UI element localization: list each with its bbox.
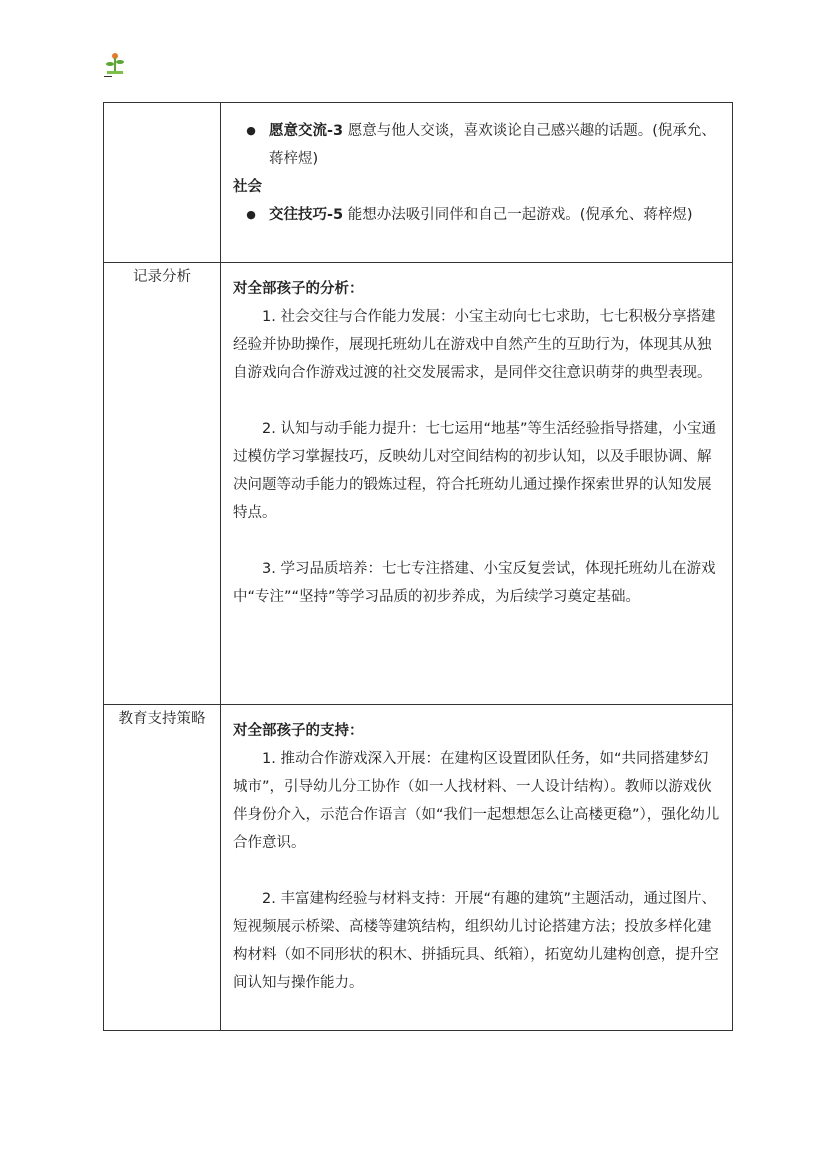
header-rule <box>104 76 112 77</box>
analysis-heading: 对全部孩子的分析： <box>233 281 364 297</box>
goal-title: 愿意交流-3 <box>269 123 344 139</box>
analysis-paragraph: 2. 认知与动手能力提升：七七运用“地基”等生活经验指导搭建，小宝通过模仿学习掌握技巧，反映幼儿对空间结构的初步认知，以及手眼协调、解决问题等动手能力的锻炼过程，符合托班幼儿通过操作探索世界的认知发展特点。 <box>233 421 716 521</box>
support-strategy-label: 教育支持策略 <box>104 705 221 1031</box>
support-paragraph: 1. 推动合作游戏深入开展：在建构区设置团队任务，如“共同搭建梦幻城市”，引导幼儿分工协作（如一人找材料、一人设计结构）。教师以游戏伙伴身份介入，示范合作语言（如“我们一起想想怎么让高楼更稳”），强化幼儿合作意识。 <box>233 751 720 851</box>
goal-item <box>233 117 720 173</box>
goal-text: 能想办法吸引同伴和自己一起游戏。(倪承允、蒋梓煜) <box>343 207 693 223</box>
row1-label-cell <box>104 103 221 263</box>
analysis-paragraph: 3. 学习品质培养：七七专注搭建、小宝反复尝试，体现托班幼儿在游戏中“专注”“坚持”等学习品质的初步养成，为后续学习奠定基础。 <box>233 561 716 605</box>
goal-item <box>233 201 720 229</box>
support-content <box>221 705 733 1031</box>
observation-table <box>103 102 733 1031</box>
goal-title: 交往技巧-5 <box>269 207 344 223</box>
analysis-paragraph: 1. 社会交往与合作能力发展：小宝主动向七七求助，七七积极分享搭建经验并协助操作，展现托班幼儿在游戏中自然产生的互助行为，体现其从独自游戏向合作游戏过渡的社交发展需求，是同伴交往意识萌芽的典型表现。 <box>233 309 716 381</box>
section-title: 社会 <box>233 179 262 195</box>
analysis-content <box>221 263 733 705</box>
support-paragraph: 2. 丰富建构经验与材料支持：开展“有趣的建筑”主题活动，通过图片、短视频展示桥梁、高楼等建筑结构，组织幼儿讨论搭建方法；投放多样化建构材料（如不同形状的积木、拼插玩具、纸箱），拓宽幼儿建构创意，提升空间认知与操作能力。 <box>233 891 719 991</box>
record-analysis-label: 记录分析 <box>104 263 221 705</box>
kindergarten-logo-icon <box>104 50 126 76</box>
bullet-icon: ● <box>246 208 256 221</box>
bullet-icon: ● <box>246 124 256 137</box>
support-heading: 对全部孩子的支持： <box>233 723 364 739</box>
row1-content <box>221 103 733 263</box>
goal-text: 愿意与他人交谈，喜欢谈论自己感兴趣的话题。(倪承允、蒋梓煜) <box>269 123 716 167</box>
